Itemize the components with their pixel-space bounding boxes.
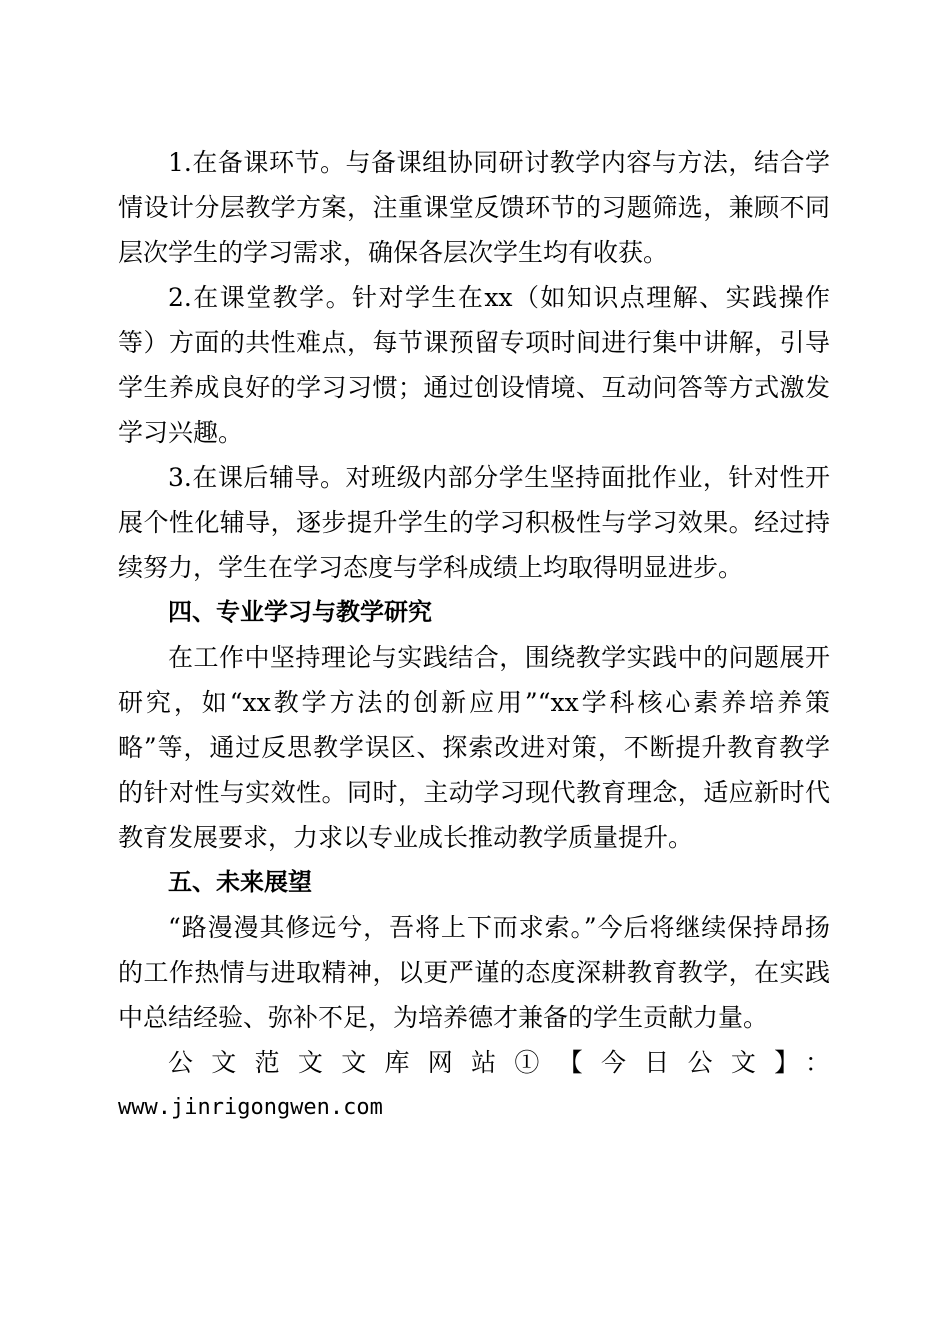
heading-section-4: 四、专业学习与教学研究 xyxy=(168,598,432,626)
paragraph-after-class-tutoring: 3.在课后辅导。对班级内部分学生坚持面批作业，针对性开展个性化辅导，逐步提升学生的学习积极性与学习效果。经过持续努力，学生在学习态度与学科成绩上均取得明显进步。 xyxy=(118,463,830,582)
heading-section-5: 五、未来展望 xyxy=(168,868,312,896)
document-page xyxy=(118,140,830,1130)
footer-source-text: 公文范文文库网站①【今日公文】： xyxy=(168,1048,830,1077)
footer-source-url: www.jinrigongwen.com xyxy=(118,1095,383,1120)
paragraph-future-outlook: “路漫漫其修远兮，吾将上下而求索。”今后将继续保持昂扬的工作热情与进取精神，以更严谨的态度深耕教育教学，在实践中总结经验、弥补不足，为培养德才兼备的学生贡献力量。 xyxy=(118,913,830,1032)
paragraph-lesson-prep: 1.在备课环节。与备课组协同研讨教学内容与方法，结合学情设计分层教学方案，注重课堂反馈环节的习题筛选，兼顾不同层次学生的学习需求，确保各层次学生均有收获。 xyxy=(118,148,830,267)
paragraph-professional-study: 在工作中坚持理论与实践结合，围绕教学实践中的问题展开研究，如“xx教学方法的创新应用”“xx学科核心素养培养策略”等，通过反思教学误区、探索改进对策，不断提升教育教学的针对性与实效性。同时，主动学习现代教育理念，适应新时代教育发展要求，力求以专业成长推动教学质量提升。 xyxy=(118,643,830,852)
paragraph-classroom-teaching: 2.在课堂教学。针对学生在xx（如知识点理解、实践操作等）方面的共性难点，每节课预留专项时间进行集中讲解，引导学生养成良好的学习习惯；通过创设情境、互动问答等方式激发学习兴趣。 xyxy=(118,283,830,447)
